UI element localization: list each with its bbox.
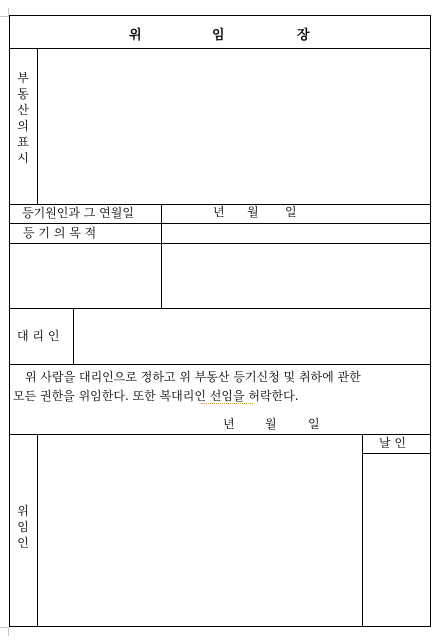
delegation-text-line2: 모든 권한을 위임한다. 또한 복대리인 선임을 허락한다. [13,389,299,403]
agent-field[interactable] [74,309,430,364]
delegation-year-label: 년 [223,417,235,431]
delegation-month-label: 월 [265,417,277,431]
crop-mark-bottom-left [0,627,9,636]
blank-field-left[interactable] [10,244,161,308]
delegator-field[interactable] [38,435,362,626]
property-label: 부동산의표시 [17,71,29,165]
title-char-2: 임 [212,28,225,43]
title-char-3: 장 [297,28,310,43]
delegator-label: 위임인 [17,504,29,550]
divider-agent [10,364,430,365]
agent-label: 대 리 인 [17,329,60,343]
registration-day-label: 일 [285,205,297,219]
registration-purpose-label: 등 기 의 목 적 [23,226,97,240]
registration-month-label: 월 [247,205,259,219]
delegation-text-line1: 위 사람을 대리인으로 정하고 위 부동산 등기신청 및 취하에 관한 [25,370,361,384]
seal-label: 날 인 [379,436,406,450]
crop-mark-top-left [0,8,9,17]
registration-cause-label: 등기원인과 그 연월일 [22,206,134,220]
registration-year-label: 년 [213,205,225,219]
blank-field-right[interactable] [162,244,430,308]
delegation-form-table [9,15,431,627]
delegation-day-label: 일 [308,417,320,431]
spellcheck-underline [201,403,253,404]
registration-purpose-field[interactable] [162,224,430,242]
seal-field[interactable] [363,454,430,626]
property-description-field[interactable] [38,49,430,204]
title-char-1: 위 [129,28,142,43]
